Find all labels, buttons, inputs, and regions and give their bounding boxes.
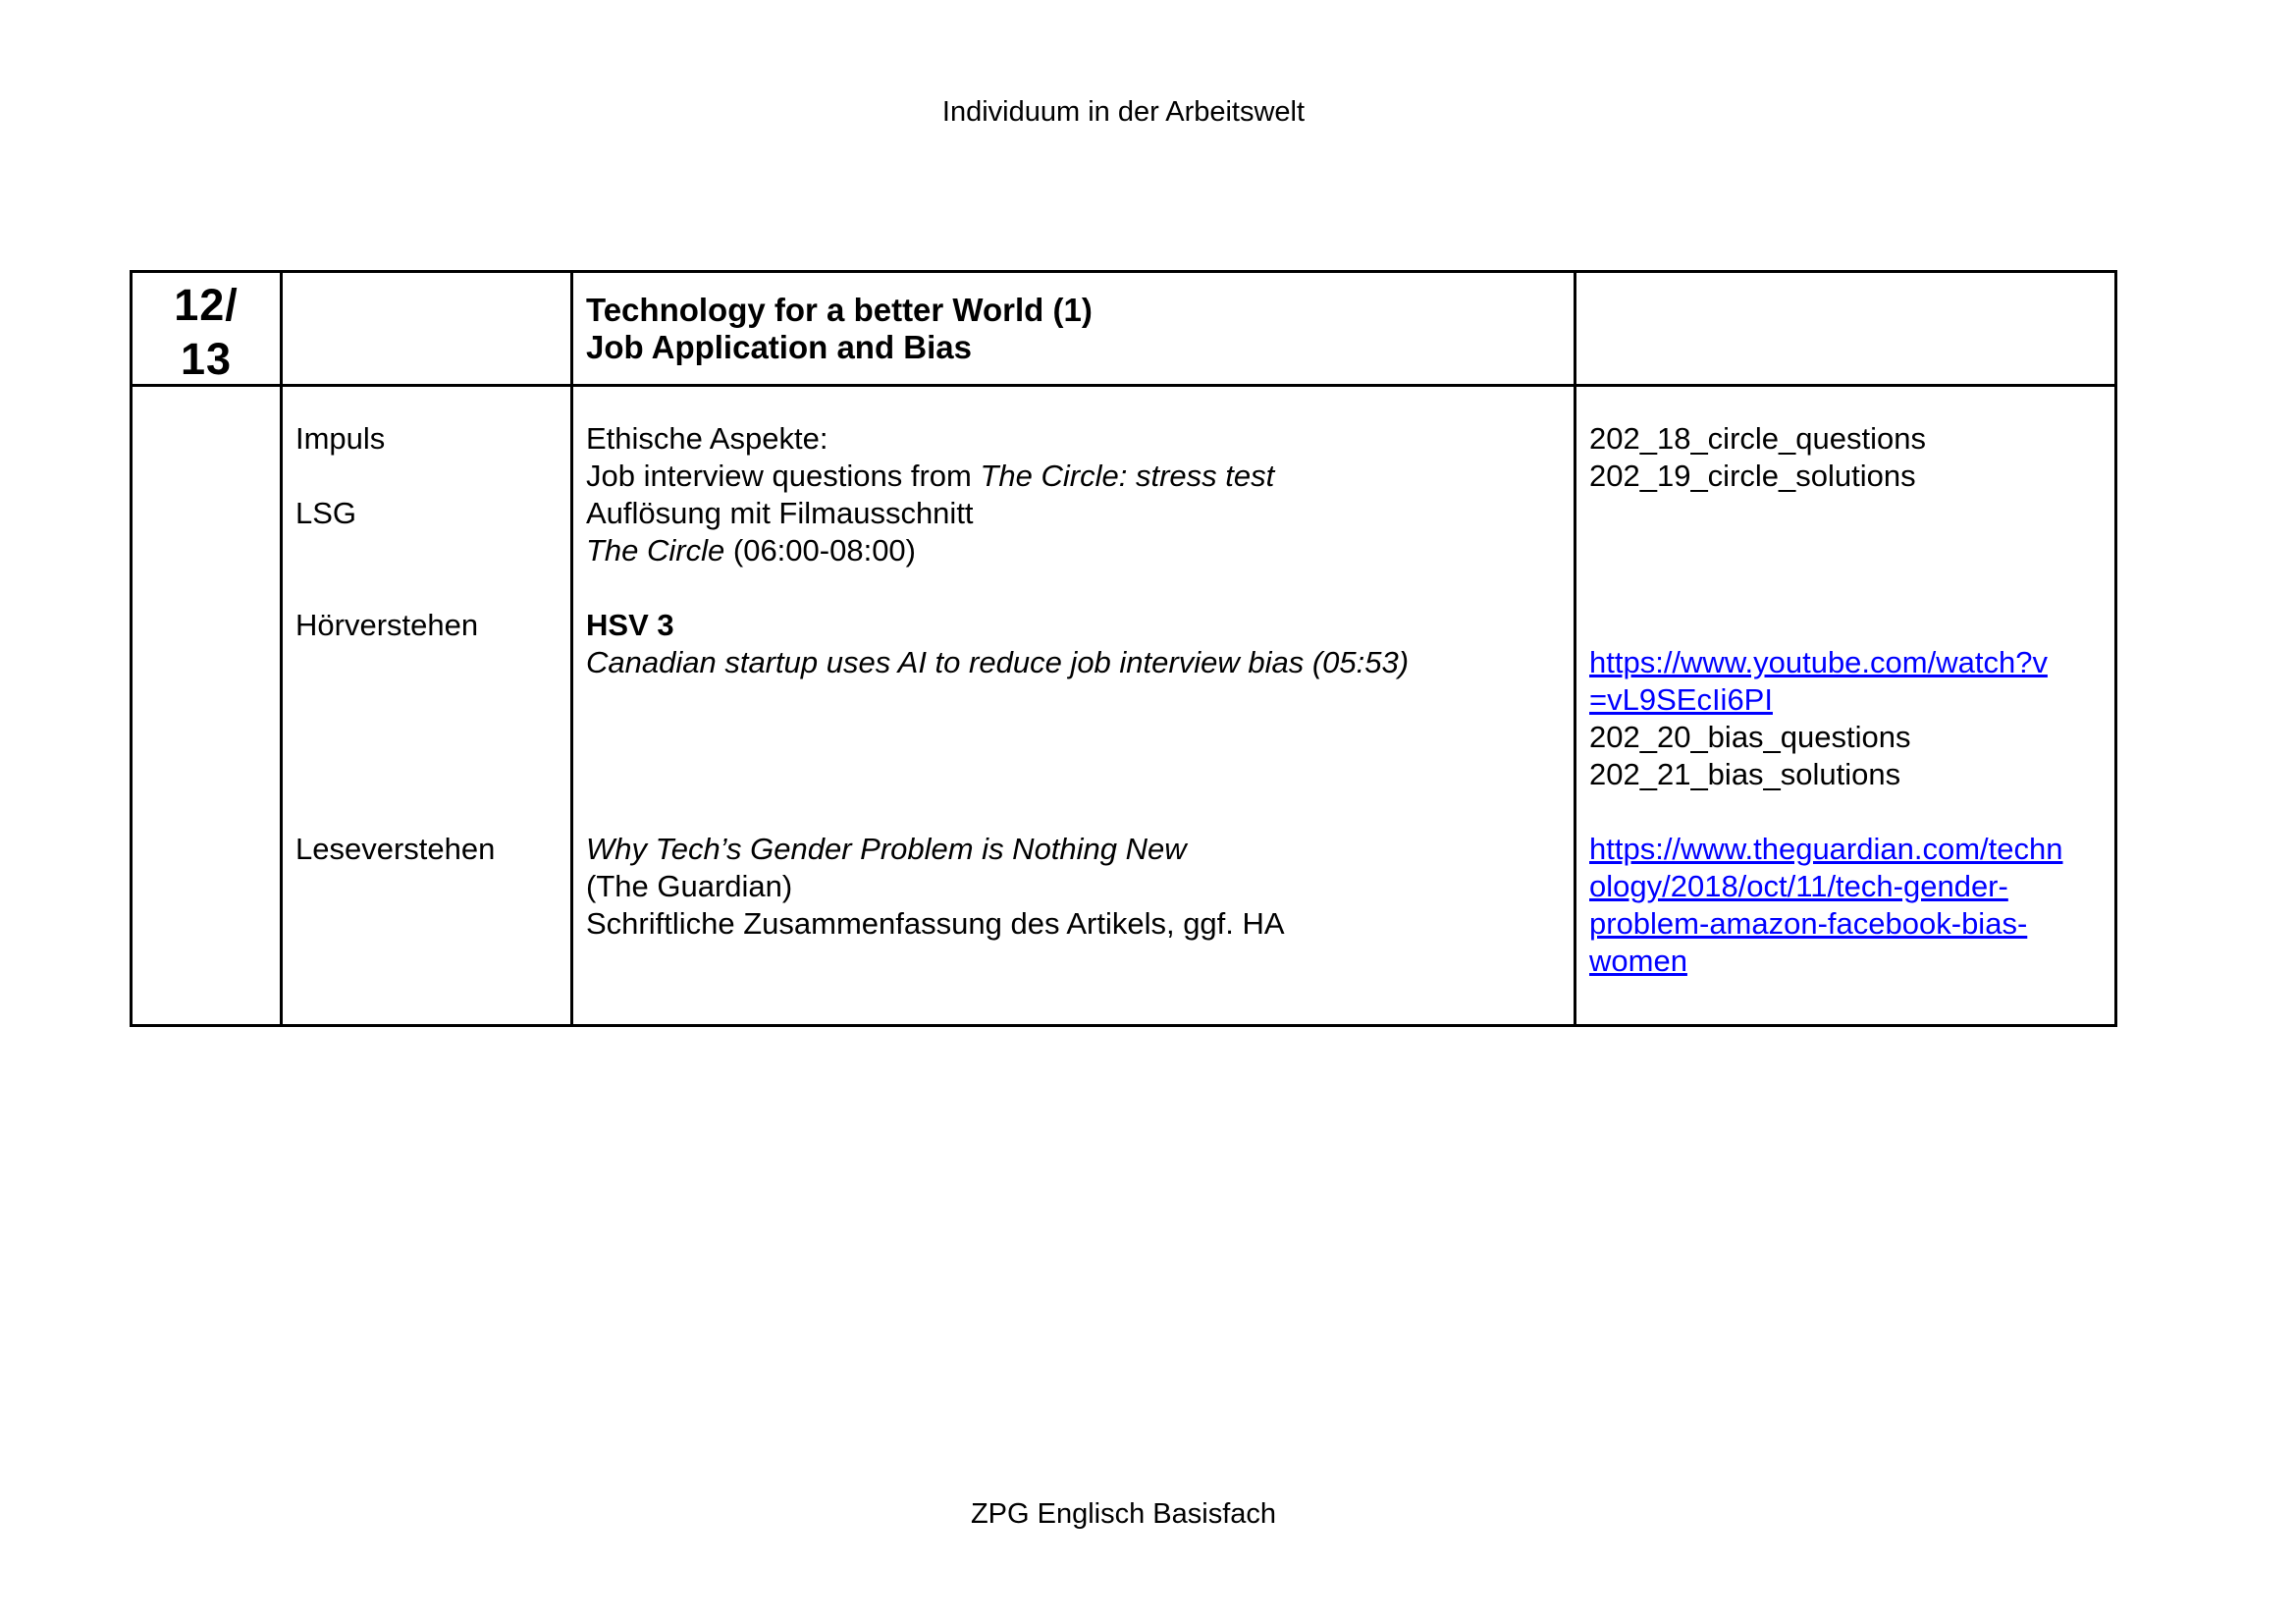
content-film-clip [586, 532, 1566, 569]
lesson-number-line1: 12/ [174, 280, 239, 330]
body-lesson-cell-empty [133, 387, 283, 1024]
blank-line [295, 569, 562, 607]
guardian-link-line1 [1589, 831, 2107, 868]
blank-line [586, 569, 1566, 607]
material-bias-questions: 202_20_bias_questions [1589, 720, 1911, 754]
guardian-link[interactable]: women [1589, 944, 1687, 978]
page-header: Individuum in der Arbeitswelt [941, 96, 1306, 128]
youtube-link[interactable]: https://www.youtube.com/watch?v [1589, 645, 2048, 679]
header-method-cell-empty [283, 273, 573, 387]
material-bias-solutions: 202_21_bias_solutions [1589, 757, 1901, 791]
content-canadian-startup: Canadian startup uses AI to reduce job interview bias (05:53) [586, 645, 1410, 679]
content-film-title: The Circle [586, 533, 725, 568]
guardian-link-line2 [1589, 868, 2107, 905]
blank-line [295, 793, 562, 831]
unit-title-cell [573, 273, 1576, 387]
blank-line [295, 532, 562, 569]
blank-line [1589, 607, 2107, 644]
blank-line [295, 756, 562, 793]
material-circle-questions: 202_18_circle_questions [1589, 421, 1926, 456]
content-job-interview-title: The Circle: stress test [980, 459, 1275, 493]
content-aufloesung: Auflösung mit Filmausschnitt [586, 496, 974, 530]
blank-line [1589, 569, 2107, 607]
content-guardian-source: (The Guardian) [586, 869, 793, 903]
lesson-number-line2: 13 [180, 334, 233, 384]
blank-line [295, 719, 562, 756]
method-hoerverstehen: Hörverstehen [295, 608, 479, 642]
blank-line [1589, 495, 2107, 532]
guardian-link-line3 [1589, 905, 2107, 943]
unit-title-line1: Technology for a better World (1) [586, 291, 1093, 328]
methods-cell [283, 387, 573, 1024]
lesson-number-cell [133, 273, 283, 387]
youtube-link-line2 [1589, 681, 2107, 719]
content-zusammenfassung: Schriftliche Zusammenfassung des Artikels, ggf. HA [586, 906, 1285, 941]
unit-title-line2: Job Application and Bias [586, 328, 972, 365]
youtube-link[interactable]: =vL9SEcIi6PI [1589, 682, 1773, 717]
content-why-tech: Why Tech’s Gender Problem is Nothing New [586, 832, 1187, 866]
blank-line [295, 681, 562, 719]
content-job-interview [586, 458, 1566, 495]
youtube-link-line1 [1589, 644, 2107, 681]
method-lsg: LSG [295, 496, 357, 530]
header-materials-cell-empty [1576, 273, 2114, 387]
blank-line [1589, 532, 2107, 569]
blank-line [586, 681, 1566, 719]
method-impuls: Impuls [295, 421, 386, 456]
blank-line [586, 756, 1566, 793]
guardian-link-line4 [1589, 943, 2107, 980]
lesson-table [130, 270, 2117, 1027]
materials-cell [1576, 387, 2114, 1024]
blank-line [295, 644, 562, 681]
content-cell [573, 387, 1576, 1024]
method-leseverstehen: Leseverstehen [295, 832, 496, 866]
guardian-link[interactable]: ology/2018/oct/11/tech-gender- [1589, 869, 2008, 903]
blank-line [586, 793, 1566, 831]
content-job-interview-prefix: Job interview questions from [586, 459, 981, 493]
guardian-link[interactable]: https://www.theguardian.com/techn [1589, 832, 2063, 866]
blank-line [1589, 793, 2107, 831]
blank-line [295, 458, 562, 495]
guardian-link[interactable]: problem-amazon-facebook-bias- [1589, 906, 2028, 941]
content-ethische-aspekte: Ethische Aspekte: [586, 421, 828, 456]
blank-line [586, 719, 1566, 756]
material-circle-solutions: 202_19_circle_solutions [1589, 459, 1916, 493]
content-hsv3: HSV 3 [586, 608, 674, 642]
content-film-time: (06:00-08:00) [724, 533, 916, 568]
page-footer: ZPG Englisch Basisfach [970, 1498, 1277, 1530]
